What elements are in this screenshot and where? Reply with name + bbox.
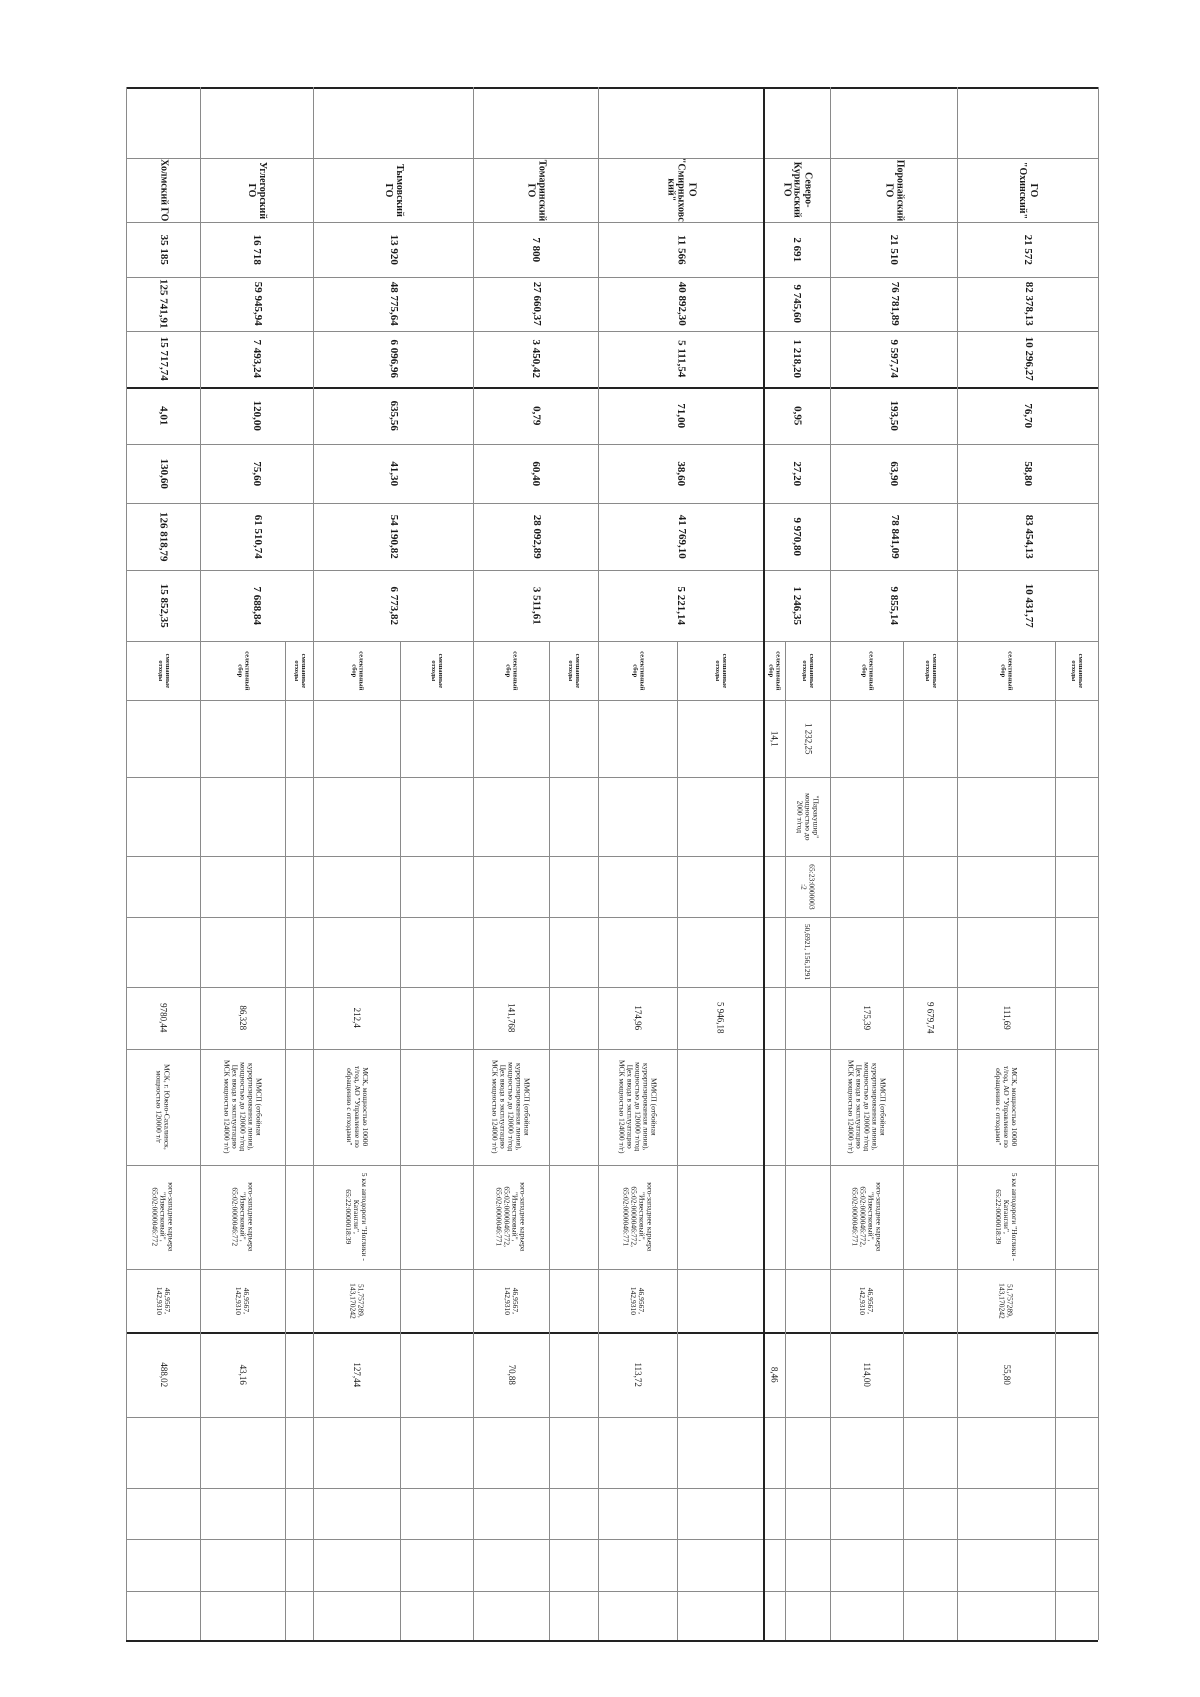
district-col5 [763, 444, 830, 503]
district-name-text: Поронайский ГО [883, 159, 905, 221]
district-col3 [473, 331, 598, 387]
facility-address [313, 1165, 400, 1269]
district-col5-text: 63,90 [888, 461, 901, 486]
district-col6 [473, 503, 598, 570]
district-col1 [830, 222, 957, 277]
subheader-b [400, 641, 473, 700]
district-name [957, 158, 1098, 222]
district-col1-text: 21 572 [1022, 234, 1035, 265]
district-col2-text: 48 775,64 [387, 281, 400, 326]
row-rule [126, 1591, 1098, 1592]
subheader-a [126, 641, 200, 700]
volume-a-text: 111,69 [1001, 1005, 1012, 1031]
subheader-b-text: смешанные отходы [430, 653, 445, 688]
subheader-b [1055, 641, 1098, 700]
distance-value-text: 114,00 [862, 1362, 873, 1387]
facility-object-text: МСК, г. Южно-Сахалинск, мощностью 120000 т/г [155, 1064, 172, 1150]
district-col7-text: 6 773,82 [387, 586, 400, 625]
value-b2 [785, 777, 830, 856]
district-col7-text: 1 246,35 [791, 586, 804, 625]
facility-address-text: юго-западнее карьера "Известковый", 65:02:0000046:772, 65:02:0000046:771 [621, 1182, 655, 1252]
district-col7 [830, 570, 957, 641]
district-col4 [313, 387, 473, 444]
facility-coords [830, 1269, 903, 1332]
district-col4 [126, 387, 200, 444]
district-col3-text: 1 218,20 [791, 339, 804, 379]
district-col4 [200, 387, 313, 444]
district-col3 [763, 331, 830, 387]
district-col2-text: 9 745,60 [791, 284, 804, 324]
subheader-b-text: смешанные отходы [567, 653, 582, 688]
district-col1 [313, 222, 473, 277]
facility-coords [598, 1269, 677, 1332]
facility-address [126, 1165, 200, 1269]
district-col1-text: 11 566 [675, 234, 688, 265]
subheader-a [200, 641, 285, 700]
subheader-a [830, 641, 903, 700]
district-name-text: Холмский ГО [158, 158, 170, 222]
district-name [200, 158, 313, 222]
district-col6 [763, 503, 830, 570]
volume-a [473, 987, 549, 1049]
district-col2-text: 76 781,89 [888, 281, 901, 326]
subheader-b [785, 641, 830, 700]
district-col4-text: 120,00 [251, 400, 264, 431]
district-col4-text: 71,00 [675, 403, 688, 428]
district-col2 [763, 277, 830, 331]
district-col6-text: 28 092,89 [530, 514, 543, 559]
district-col4-text: 0,95 [791, 405, 804, 426]
facility-object [830, 1049, 903, 1165]
facility-coords [126, 1269, 200, 1332]
value-b3-text: 65:23:0000003 :2 [799, 863, 817, 910]
district-name-text: Северо- Курильский ГО [781, 162, 814, 218]
district-col6 [126, 503, 200, 570]
row-rule [126, 856, 1098, 857]
value-b3 [785, 856, 830, 917]
distance-value-text: 127,44 [352, 1362, 363, 1387]
subheader-b-text: смешанные отходы [293, 653, 307, 688]
subheader-a-text: селективный сбор [768, 650, 782, 691]
district-col6 [200, 503, 313, 570]
distance-value [473, 1332, 549, 1417]
row-rule [126, 1640, 1098, 1642]
distance-value [200, 1332, 285, 1417]
district-col3-text: 7 493,24 [251, 339, 264, 379]
volume-b-text: 9 679,74 [925, 1002, 936, 1034]
district-col4 [763, 387, 830, 444]
district-col6-text: 78 841,09 [888, 514, 901, 559]
subheader-b-text: смешанные отходы [923, 653, 938, 688]
distance-value-text: 55,80 [1001, 1364, 1012, 1385]
subheader-a-text: селективный сбор [236, 650, 251, 691]
subheader-a [957, 641, 1055, 700]
district-col5-text: 41,30 [387, 461, 400, 486]
facility-object-text: МСК, мощностью 10000 т/год, АО "Управление по обращению с отходами" [994, 1066, 1019, 1148]
facility-object [126, 1049, 200, 1165]
district-col4 [957, 387, 1098, 444]
distance-value-text: 43,16 [238, 1364, 249, 1385]
facility-object-text: ММСП (отбойная курортизированная линия), мощностью до 120000 т/год Цех ввода в эксплуатацию МСК мощностью 124000 т/г) [222, 1060, 264, 1154]
district-col5 [313, 444, 473, 503]
subheader-a-text: селективный сбор [999, 650, 1014, 691]
district-col1-text: 35 185 [157, 234, 170, 265]
district-col2 [957, 277, 1098, 331]
row-rule [126, 917, 1098, 918]
district-col3 [957, 331, 1098, 387]
subheader-b [677, 641, 763, 700]
district-col7-text: 15 852,35 [157, 583, 170, 628]
facility-coords [957, 1269, 1055, 1332]
facility-coords-text: 51,757289, 143,170242 [998, 1282, 1015, 1319]
district-name [598, 158, 763, 222]
subcolumn-rule [1055, 641, 1056, 1640]
volume-a-text: 141,768 [506, 1003, 517, 1033]
volume-a [313, 987, 400, 1049]
district-col2-text: 59 945,94 [251, 281, 264, 326]
volume-a-text: 86,328 [238, 1005, 249, 1031]
district-col3-text: 5 111,54 [675, 340, 688, 378]
subcolumn-rule [677, 641, 678, 1640]
district-col1 [126, 222, 200, 277]
district-col2-text: 27 660,37 [530, 281, 543, 326]
subheader-b [285, 641, 313, 700]
volume-a [598, 987, 677, 1049]
district-col7-text: 9 855,14 [888, 586, 901, 625]
district-col2-text: 125 741,91 [157, 279, 170, 329]
district-col2-text: 82 378,13 [1022, 281, 1035, 326]
district-col7 [200, 570, 313, 641]
district-name [473, 158, 598, 222]
facility-coords-text: 46,9567, 142,9310 [503, 1286, 520, 1315]
subcolumn-rule [400, 641, 401, 1640]
district-col5 [200, 444, 313, 503]
district-col5-text: 60,40 [530, 461, 543, 486]
value-b1-text: 1 232,25 [803, 722, 814, 755]
distance-value [957, 1332, 1055, 1417]
subheader-a-text: смешанные отходы [156, 653, 171, 688]
volume-a-text: 212,4 [352, 1007, 363, 1029]
row-rule [126, 1488, 1098, 1489]
district-col1-text: 2 691 [791, 237, 804, 262]
facility-object-text: МСК, мощностью 10000 т/год, АО "Управление по обращению с отходами" [344, 1066, 370, 1148]
district-col5-text: 58,80 [1022, 461, 1035, 486]
district-col7 [957, 570, 1098, 641]
value-b1 [785, 700, 830, 777]
district-col7-text: 3 511,61 [530, 586, 543, 625]
value-a1-text: 14,1 [769, 730, 780, 747]
distance-value [126, 1332, 200, 1417]
value-b4 [785, 917, 830, 987]
subcolumn-rule [285, 641, 286, 1640]
district-name-text: ГО "Смирныховс кий" [665, 158, 698, 222]
facility-address-text: юго-западнее карьера "Известковый", 65:02:0000046:772, 65:02:0000046:771 [495, 1182, 528, 1252]
volume-b [903, 987, 957, 1049]
subheader-a-text: селективный сбор [350, 650, 365, 691]
district-col4-text: 4,01 [157, 405, 170, 426]
facility-object [313, 1049, 400, 1165]
district-name [126, 158, 200, 222]
district-name-text: Томаринский ГО [525, 159, 547, 221]
district-col2 [126, 277, 200, 331]
district-col6-text: 9 970,80 [791, 517, 804, 556]
district-col3-text: 15 717,74 [157, 336, 170, 381]
subheader-a [313, 641, 400, 700]
distance-value [313, 1332, 400, 1417]
district-col5 [957, 444, 1098, 503]
district-col3 [598, 331, 763, 387]
district-col4-text: 76,70 [1022, 403, 1035, 428]
facility-address-text: юго-западнее карьера "Известковый", 65:02:0000046:772 [151, 1182, 176, 1252]
subheader-b [903, 641, 957, 700]
district-name-text: Углегорский ГО [246, 161, 268, 219]
row-rule [126, 1417, 1098, 1418]
district-col6-text: 54 190,82 [387, 514, 400, 559]
volume-a-text: 174,96 [633, 1005, 644, 1031]
district-col3-text: 10 296,27 [1022, 336, 1035, 381]
facility-coords-text: 46,9567, 142,9310 [155, 1286, 172, 1315]
district-col7 [598, 570, 763, 641]
district-col3 [313, 331, 473, 387]
facility-object-text: ММСП (отбойная курортизированная линия), мощностью до 120000 т/год Цех ввода в эксплуатацию МСК мощностью 124000 т/г) [617, 1060, 659, 1154]
subheader-a-text: селективный сбор [504, 650, 519, 691]
facility-coords-text: 51,757289, 143,170242 [348, 1282, 366, 1319]
district-col6-text: 61 510,74 [251, 514, 264, 559]
district-col5-text: 130,60 [157, 458, 170, 489]
facility-address [473, 1165, 549, 1269]
district-col4-text: 0,79 [530, 405, 543, 426]
facility-object [200, 1049, 285, 1165]
subheader-a [473, 641, 549, 700]
district-col1 [473, 222, 598, 277]
district-col2 [200, 277, 313, 331]
district-col3-text: 3 450,42 [530, 339, 543, 379]
district-col4-text: 635,56 [387, 400, 400, 431]
volume-b [677, 987, 763, 1049]
district-col2 [598, 277, 763, 331]
district-col7-text: 7 688,84 [251, 586, 264, 625]
facility-coords [200, 1269, 285, 1332]
district-col7 [313, 570, 473, 641]
subheader-a [763, 641, 785, 700]
volume-a-text: 175,39 [862, 1005, 873, 1031]
district-col1 [763, 222, 830, 277]
district-name [763, 158, 830, 222]
district-name [313, 158, 473, 222]
district-col2 [473, 277, 598, 331]
distance-value [830, 1332, 903, 1417]
facility-object-text: ММСП (отбойная курортизированная линия), мощностью до 120000 т/год Цех ввода в эксплуатацию МСК мощностью 124000 т/г) [491, 1060, 532, 1154]
district-col7-text: 10 431,77 [1022, 583, 1035, 628]
facility-object [473, 1049, 549, 1165]
district-col5-text: 27,20 [791, 461, 804, 486]
facility-object [598, 1049, 677, 1165]
row-rule [126, 700, 1098, 701]
district-col4-text: 193,50 [888, 400, 901, 431]
district-col5 [830, 444, 957, 503]
district-col1-text: 21 510 [888, 234, 901, 265]
district-col1 [200, 222, 313, 277]
district-col2-text: 40 892,30 [675, 281, 688, 326]
district-col4 [598, 387, 763, 444]
facility-coords-text: 46,9567, 142,9310 [234, 1286, 252, 1315]
district-name-text: ГО "Охинский" [1017, 161, 1039, 219]
facility-object [957, 1049, 1055, 1165]
district-col1-text: 13 920 [387, 234, 400, 265]
volume-a [957, 987, 1055, 1049]
district-col1 [957, 222, 1098, 277]
subcolumn-rule [903, 641, 904, 1640]
district-col1-text: 16 718 [251, 234, 264, 265]
district-col7 [763, 570, 830, 641]
distance-value-text: 113,72 [633, 1362, 644, 1387]
facility-address-text: 5 км автодороги "Ноглики - Катангли", 65:22:0000018:39 [344, 1172, 370, 1262]
district-col3-text: 9 597,74 [888, 339, 901, 379]
distance-value-text: 488,02 [158, 1362, 169, 1387]
subheader-b-text: смешанные отходы [1070, 653, 1085, 688]
district-col6-text: 126 818,79 [157, 511, 170, 562]
facility-coords [473, 1269, 549, 1332]
value-a1 [763, 700, 785, 777]
volume-a [126, 987, 200, 1049]
distance-value-text: 70,88 [506, 1364, 517, 1385]
district-col6 [957, 503, 1098, 570]
facility-address-text: юго-западнее карьера "Известковый", 65:02:0000046:772, 65:02:0000046:771 [850, 1182, 884, 1252]
district-col3 [200, 331, 313, 387]
district-col4 [473, 387, 598, 444]
district-col6 [830, 503, 957, 570]
district-col7 [126, 570, 200, 641]
row-rule [126, 1539, 1098, 1540]
subheader-a-text: селективный сбор [631, 650, 646, 691]
subheader-b [549, 641, 598, 700]
district-col1 [598, 222, 763, 277]
facility-object-text: ММСП (отбойная курортизированная линия), мощностью до 120000 т/год Цех ввода в эксплуатацию МСК мощностью 124000 т/г) [846, 1060, 888, 1154]
facility-coords-text: 46,9567, 142,9310 [858, 1286, 876, 1315]
distance-value [598, 1332, 677, 1417]
subheader-b-text: смешанные отходы [713, 653, 728, 688]
district-col5 [598, 444, 763, 503]
facility-address-text: 5 км автодороги "Ноглики - Катангли", 65:22:0000018:39 [994, 1172, 1019, 1262]
facility-address [957, 1165, 1055, 1269]
district-name-text: Тымовский ГО [383, 163, 405, 217]
district-col1-text: 7 800 [530, 237, 543, 262]
subcolumn-rule [549, 641, 550, 1640]
subheader-a-text: селективный сбор [860, 650, 875, 691]
district-col3 [830, 331, 957, 387]
volume-a [200, 987, 285, 1049]
district-col4 [830, 387, 957, 444]
district-col5 [473, 444, 598, 503]
subheader-a [598, 641, 677, 700]
district-col6 [598, 503, 763, 570]
value-b2-text: "Паракушир" мощностью до 2000 т/год [795, 792, 821, 841]
facility-address-text: юго-западнее карьера "Известковый", 65:02:0000046:772 [230, 1182, 256, 1252]
district-col6-text: 41 769,10 [675, 514, 688, 559]
value-b4-text: 50,6921, 156,1291 [803, 923, 813, 981]
district-col2 [313, 277, 473, 331]
row-rule [126, 777, 1098, 778]
volume-a [830, 987, 903, 1049]
facility-address [200, 1165, 285, 1269]
facility-coords [313, 1269, 400, 1332]
volume-a-text: 9780,44 [158, 1003, 169, 1033]
subheader-b-text: смешанные отходы [801, 653, 816, 688]
distance-value [763, 1332, 785, 1417]
district-col6-text: 83 454,13 [1022, 514, 1035, 559]
facility-address [830, 1165, 903, 1269]
district-col3 [126, 331, 200, 387]
column-rule [1098, 87, 1099, 1640]
volume-b-text: 5 946,18 [715, 1002, 726, 1034]
row-rule [126, 87, 1098, 89]
district-col2 [830, 277, 957, 331]
district-col3-text: 6 096,96 [387, 339, 400, 379]
district-col5-text: 38,60 [675, 461, 688, 486]
district-col7 [473, 570, 598, 641]
district-col6 [313, 503, 473, 570]
district-col5-text: 75,60 [251, 461, 264, 486]
district-name [830, 158, 957, 222]
facility-coords-text: 46,9567, 142,9310 [629, 1286, 647, 1315]
distance-value-text: 8,46 [769, 1366, 780, 1383]
facility-address [598, 1165, 677, 1269]
district-col7-text: 5 221,14 [675, 586, 688, 625]
district-col5 [126, 444, 200, 503]
